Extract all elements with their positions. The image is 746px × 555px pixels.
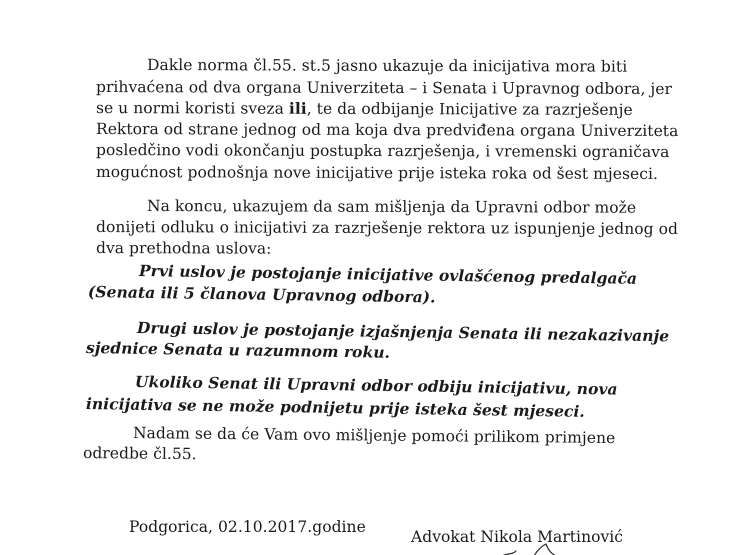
paragraph-1-line-3-post: , te da odbijanje Inicijative za razrješenje xyxy=(306,99,633,119)
condition-2-line-2: sjednice Senata u razumnom roku. xyxy=(85,338,391,362)
paragraph-1-line-3-pre: se u normi koristi sveza xyxy=(95,99,289,118)
paragraph-2-line-3: dva prethodna uslova: xyxy=(95,239,272,258)
paragraph-1-line-3 xyxy=(96,99,633,119)
signatory-name: Advokat Nikola Martinović xyxy=(411,528,624,546)
paragraph-1-line-6: mogućnost podnošnja nove inicijative prije isteka roka od šest mjeseci. xyxy=(95,163,658,183)
condition-1-line-2: (Senata ili 5 članova Upravnog odbora). xyxy=(87,282,436,307)
paragraph-1-line-4: Rektora od strane jednog od ma koja dva predviđena organa Univerziteta xyxy=(95,120,679,141)
paragraph-1-line-1: Dakle norma čl.55. st.5 jasno ukazuje da inicijativa mora biti xyxy=(146,56,628,76)
signature-mark xyxy=(498,543,568,555)
keyword-ili: ili xyxy=(288,98,307,118)
condition-1-line-1: Prvi uslov je postojanje inicijative ovlašćenog predalgača xyxy=(138,261,638,288)
closing-line-2: odredbe čl.55. xyxy=(82,444,197,464)
place-date: Podgorica, 02.10.2017.godine xyxy=(129,518,366,536)
paragraph-2-line-2: donijeti odluku o inicijativi za razrješenje rektora uz ispunjenje jednog od xyxy=(95,218,679,239)
paragraph-1-line-2: prihvaćena od dva organa Univerziteta – i Senata i Upravnog odbora, jer xyxy=(95,78,673,99)
paragraph-1-line-5: posledčino vodi okončanju postupka razrješenja, i vremenski ograničava xyxy=(95,141,670,162)
paragraph-2-line-1: Na koncu, ukazujem da sam mišljenja da Upravni odbor može xyxy=(146,197,637,217)
closing-line-1: Nadam se da će Vam ovo mišljenje pomoći prilikom primjene xyxy=(132,424,616,448)
condition-3-line-2: inicijativa se ne može podnijetu prije isteka šest mjeseci. xyxy=(85,394,585,421)
condition-2-line-1: Drugi uslov je postojanje izjašnjenja Senata ili nezakazivanje xyxy=(136,318,670,346)
condition-3-line-1: Ukoliko Senat ili Upravni odbor odbiju inicijativu, nova xyxy=(134,372,618,399)
